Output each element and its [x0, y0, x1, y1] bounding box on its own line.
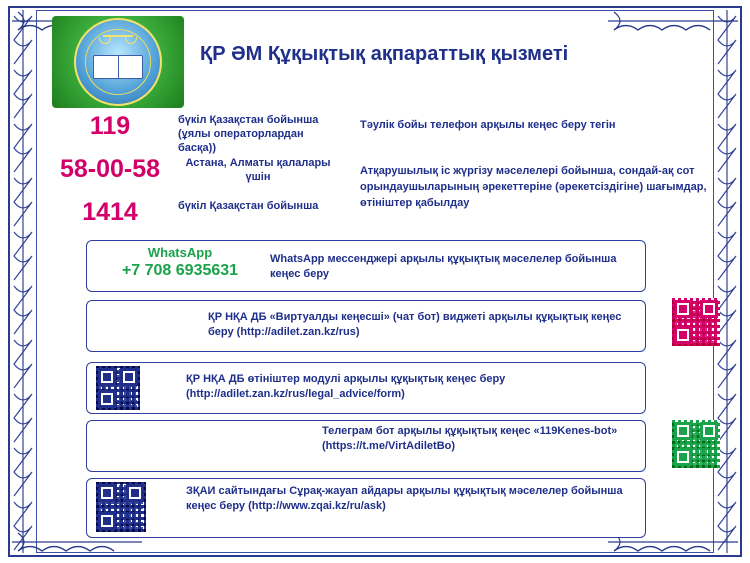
- qr-eye: [674, 422, 692, 440]
- qr-eye: [98, 484, 116, 502]
- phone-number: 119: [89, 112, 131, 140]
- phone-description: бүкіл Қазақстан бойынша (ұялы операторлардан басқа)): [178, 114, 319, 154]
- qr-eye: [674, 300, 692, 318]
- ministry-emblem-icon: [52, 16, 184, 108]
- qr-eye: [120, 368, 138, 386]
- whatsapp-description: WhatsApp мессенджері арқылы құқықтық мәселелер бойынша кеңес беру: [270, 253, 617, 281]
- note-enforcement-proceedings: Атқарушылық іс жүргізу мәселелері бойынша, сондай-ақ сот орындаушыларының әрекеттеріне (әрекетсіздігіне) шағымдар, өтініштер қабылдау: [360, 165, 707, 209]
- zqai-description: ЗҚАИ сайтындағы Сұрақ-жауап айдары арқылы құқықтық мәселелер бойынша кеңес беру (http://www.zqai.kz/ru/ask): [186, 485, 623, 513]
- qr-eye: [700, 300, 718, 318]
- phone-row: [46, 198, 336, 232]
- scales-icon: [103, 35, 133, 55]
- phone-row: [46, 112, 336, 154]
- whatsapp-label: WhatsApp: [147, 245, 213, 260]
- qr-code-form-icon[interactable]: [96, 366, 140, 410]
- qr-eye: [674, 326, 692, 344]
- emblem-ring: [74, 18, 162, 106]
- qr-eye: [98, 368, 116, 386]
- phone-description: Астана, Алматы қалалары үшін: [185, 157, 331, 183]
- header: [40, 14, 710, 110]
- qr-eye: [126, 484, 144, 502]
- qr-eye: [98, 512, 116, 530]
- phone-number: 1414: [82, 198, 138, 226]
- phone-description: бүкіл Қазақстан бойынша: [178, 200, 319, 212]
- phone-number: 58-00-58: [59, 155, 161, 183]
- chatbot-description: ҚР НҚА ДБ «Виртуалды кеңесші» (чат бот) виджеті арқылы құқықтық кеңес беру (http://adilet.zan.kz/rus): [208, 311, 622, 339]
- ornament-left-icon: [10, 10, 36, 553]
- page-title: ҚР ӘМ Құқықтық ақпараттық қызметі: [200, 43, 569, 65]
- qr-code-chatbot-icon[interactable]: [672, 298, 720, 346]
- qr-eye: [674, 448, 692, 466]
- note-free-consultation: Тәулік бойы телефон арқылы кеңес беру тегін: [360, 119, 616, 131]
- qr-code-zqai-icon[interactable]: [96, 482, 146, 532]
- form-description: ҚР НҚА ДБ өтініштер модулі арқылы құқықтық кеңес беру (http://adilet.zan.kz/rus/legal_advice/form): [186, 373, 506, 401]
- phone-list: [46, 112, 336, 241]
- ornament-right-icon: [714, 10, 740, 553]
- qr-eye: [98, 390, 116, 408]
- telegram-description: Телеграм бот арқылы құқықтық кеңес «119Kenes-bot» (https://t.me/VirtAdiletBo): [322, 425, 618, 453]
- book-icon: [93, 55, 143, 79]
- qr-code-telegram-icon[interactable]: [672, 420, 720, 468]
- whatsapp-number: +7 708 6935631: [121, 262, 239, 279]
- qr-eye: [700, 422, 718, 440]
- phone-row: [46, 155, 336, 189]
